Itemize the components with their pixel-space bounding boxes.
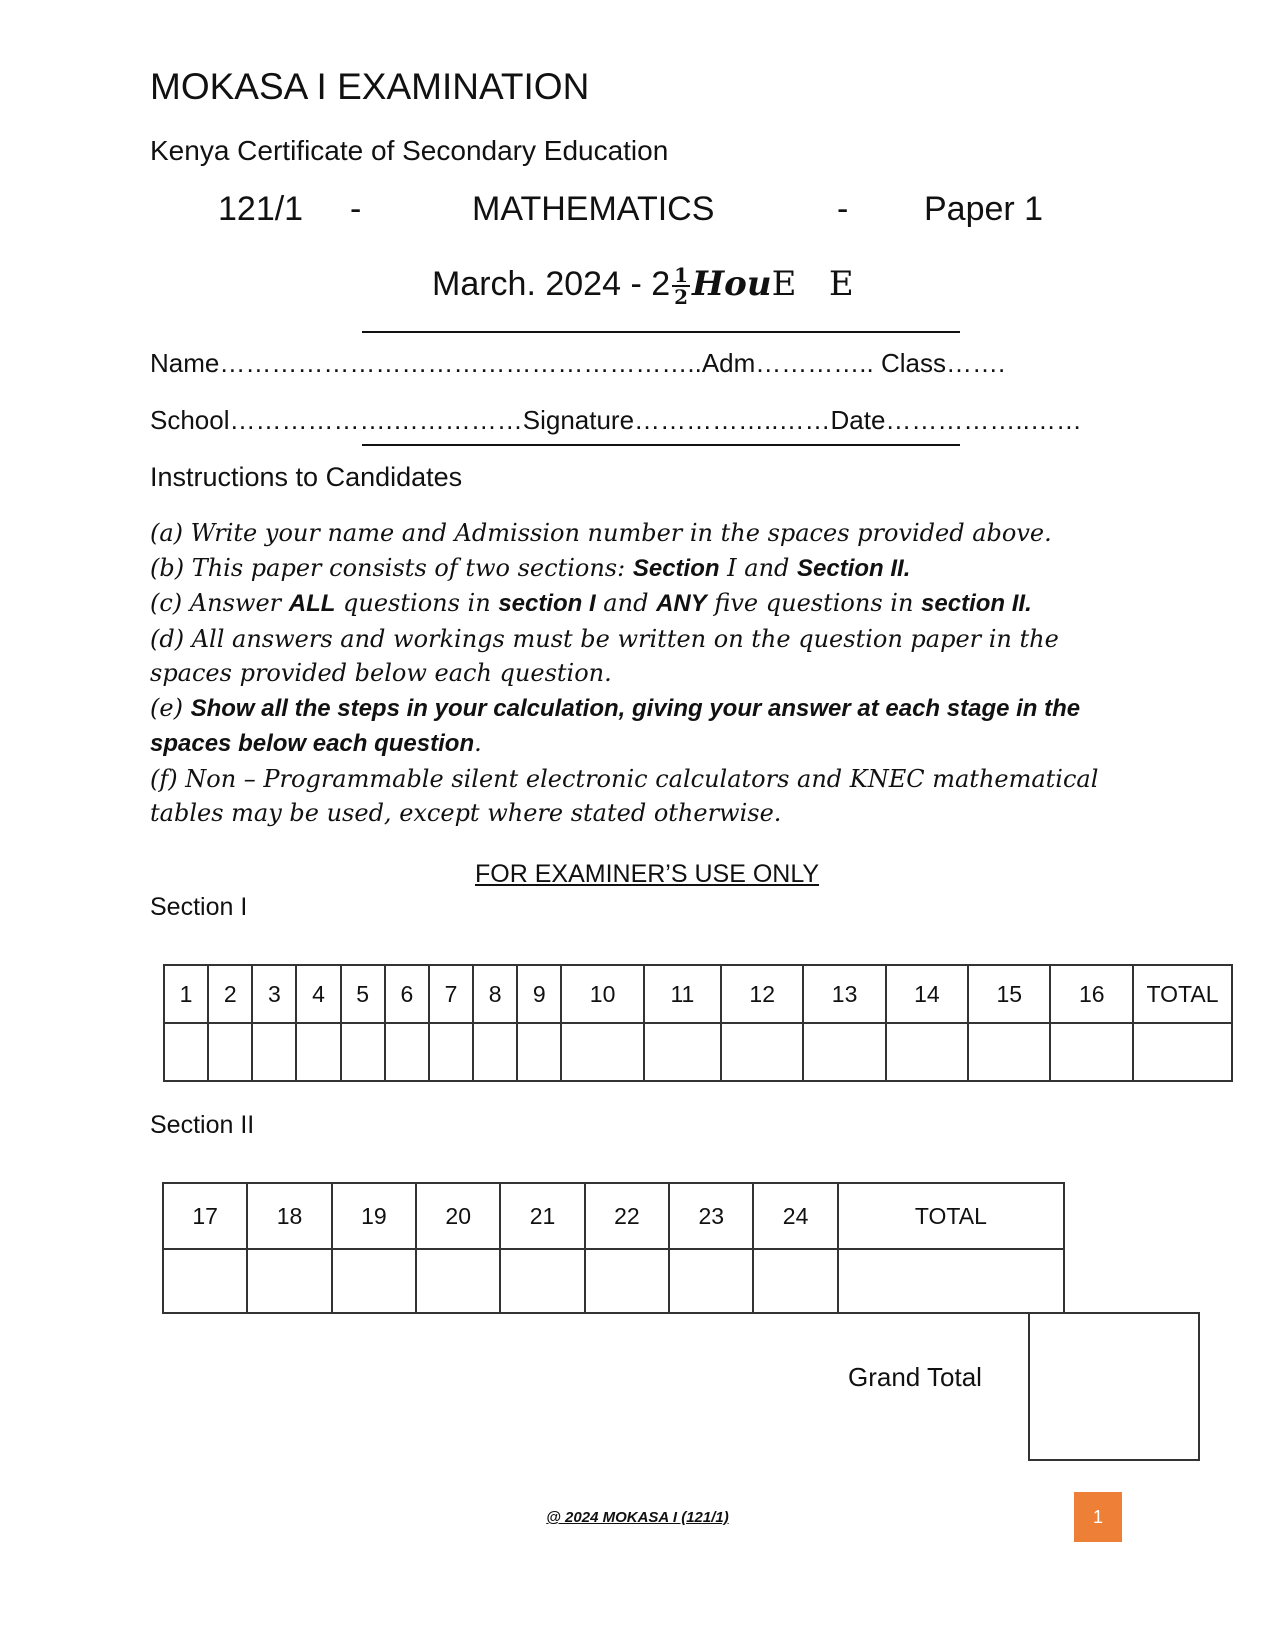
exam-date-duration (432, 263, 854, 310)
score-column-header: 17 (163, 1183, 247, 1249)
score-column-header: 1 (164, 965, 208, 1023)
divider-line (362, 331, 960, 333)
score-cell[interactable] (332, 1249, 416, 1313)
instruction-emphasis: ANY (656, 590, 707, 617)
school-signature-date-row (150, 405, 1082, 436)
instruction-text: five questions in (706, 589, 922, 617)
section-2-label: Section II (150, 1111, 255, 1139)
examiner-use-heading: FOR EXAMINER’S USE ONLY (475, 860, 820, 888)
score-column-header: 3 (252, 965, 296, 1023)
score-column-header: 6 (385, 965, 429, 1023)
fraction-numerator: 1 (674, 263, 689, 288)
score-cell[interactable] (561, 1023, 643, 1081)
signature-blank: ……………..…… (634, 405, 831, 435)
section-1-label: Section I (150, 893, 248, 921)
paper-code: 121/1 (218, 190, 304, 228)
instruction-text: I and (719, 553, 798, 582)
instruction-emphasis: section I (498, 590, 596, 617)
score-column-header: 21 (500, 1183, 584, 1249)
score-column-header: 22 (585, 1183, 669, 1249)
subject-name: MATHEMATICS (472, 190, 715, 228)
score-cell[interactable] (838, 1249, 1064, 1313)
score-column-header: 14 (886, 965, 968, 1023)
score-column-header: 9 (517, 965, 561, 1023)
score-cell[interactable] (669, 1249, 753, 1313)
separator-dash: - (837, 190, 849, 228)
score-column-header: 15 (968, 965, 1050, 1023)
class-blank: ……. (945, 348, 1006, 378)
score-cell[interactable] (500, 1249, 584, 1313)
duration-tail: E E (771, 264, 854, 304)
score-column-header: 20 (416, 1183, 500, 1249)
score-cell[interactable] (164, 1023, 208, 1081)
score-entry-row (164, 1023, 1232, 1081)
score-cell[interactable] (252, 1023, 296, 1081)
instruction-text: (e) (150, 693, 191, 722)
instruction-c (150, 586, 1110, 622)
score-column-header: 10 (561, 965, 643, 1023)
instruction-a: (a) Write your name and Admission number in the spaces provided above. (150, 519, 1052, 547)
footer-copyright: @ 2024 MOKASA I (121/1) (546, 1509, 729, 1526)
score-column-header: TOTAL (1133, 965, 1232, 1023)
score-cell[interactable] (803, 1023, 885, 1081)
instruction-emphasis: ALL (288, 590, 336, 617)
instruction-emphasis: Show all the steps in your calculation, giving your answer at each stage in the spaces below each question (150, 694, 1081, 757)
score-column-header: 5 (341, 965, 385, 1023)
score-cell[interactable] (721, 1023, 803, 1081)
instruction-text: and (595, 589, 657, 617)
score-column-header: 4 (296, 965, 340, 1023)
instruction-d: (d) All answers and workings must be written on the question paper in the spaces provided below each question. (150, 624, 1059, 687)
score-column-header: TOTAL (838, 1183, 1064, 1249)
page-number-badge: 1 (1074, 1492, 1122, 1542)
date-label: Date (830, 405, 886, 435)
score-cell[interactable] (247, 1249, 331, 1313)
score-column-header: 2 (208, 965, 252, 1023)
score-cell[interactable] (429, 1023, 473, 1081)
instructions-list (150, 516, 1110, 831)
instruction-emphasis: Section II. (797, 554, 911, 582)
separator-dash: - (350, 190, 362, 228)
score-cell[interactable] (585, 1249, 669, 1313)
score-cell[interactable] (886, 1023, 968, 1081)
section-2-score-table (162, 1182, 1065, 1314)
name-label: Name (150, 348, 220, 378)
score-cell[interactable] (163, 1249, 247, 1313)
score-column-header: 18 (247, 1183, 331, 1249)
score-column-header: 12 (721, 965, 803, 1023)
grand-total-box[interactable] (1028, 1312, 1200, 1461)
instruction-text: . (474, 729, 482, 757)
adm-blank: ………….. (755, 348, 874, 378)
class-label: Class (880, 348, 946, 378)
paper-number: Paper 1 (924, 190, 1044, 228)
instruction-text: questions in (335, 589, 499, 617)
instruction-text: (b) This paper consists of two sections: (150, 553, 633, 582)
score-column-header: 11 (644, 965, 721, 1023)
name-blank: ……………………………………………….. (219, 348, 702, 378)
score-cell[interactable] (1133, 1023, 1232, 1081)
score-cell[interactable] (341, 1023, 385, 1081)
instruction-b (150, 551, 1110, 587)
exam-title: MOKASA I EXAMINATION (150, 66, 590, 107)
score-column-header: 8 (473, 965, 517, 1023)
signature-label: Signature (522, 405, 635, 435)
instruction-f: (f) Non – Programmable silent electronic calculators and KNEC mathematical tables may be used, except where stated otherwise. (150, 764, 1099, 827)
school-label: School (150, 405, 230, 435)
score-entry-row (163, 1249, 1064, 1313)
school-blank: ……………….…………… (229, 405, 523, 435)
score-cell[interactable] (644, 1023, 721, 1081)
section-1-score-table (163, 964, 1233, 1082)
score-cell[interactable] (416, 1249, 500, 1313)
score-column-header: 23 (669, 1183, 753, 1249)
instruction-emphasis: section II. (921, 590, 1032, 617)
score-cell[interactable] (296, 1023, 340, 1081)
score-cell[interactable] (968, 1023, 1050, 1081)
adm-label: Adm (701, 348, 756, 378)
instruction-text: (c) Answer (150, 589, 289, 617)
score-cell[interactable] (208, 1023, 252, 1081)
instruction-emphasis: Section (632, 554, 720, 582)
date-prefix: March. 2024 - 2 (432, 265, 671, 303)
score-column-header: 24 (753, 1183, 837, 1249)
divider-line (362, 444, 960, 446)
score-column-header: 16 (1050, 965, 1133, 1023)
score-header-row (163, 1183, 1064, 1249)
score-cell[interactable] (1050, 1023, 1133, 1081)
duration-fraction (672, 263, 690, 310)
instructions-heading: Instructions to Candidates (150, 462, 463, 492)
score-cell[interactable] (385, 1023, 429, 1081)
score-header-row (164, 965, 1232, 1023)
duration-unit: 𝑯𝒐𝒖 (692, 264, 772, 304)
score-column-header: 13 (803, 965, 885, 1023)
exam-subtitle: Kenya Certificate of Secondary Education (150, 135, 669, 166)
date-blank: ……………..…… (885, 405, 1082, 435)
score-column-header: 7 (429, 965, 473, 1023)
score-cell[interactable] (753, 1249, 837, 1313)
fraction-denominator: 2 (674, 285, 689, 310)
name-adm-class-row (150, 348, 1005, 379)
instruction-e (150, 691, 1110, 762)
grand-total-label: Grand Total (848, 1362, 982, 1392)
score-cell[interactable] (517, 1023, 561, 1081)
score-cell[interactable] (473, 1023, 517, 1081)
score-column-header: 19 (332, 1183, 416, 1249)
